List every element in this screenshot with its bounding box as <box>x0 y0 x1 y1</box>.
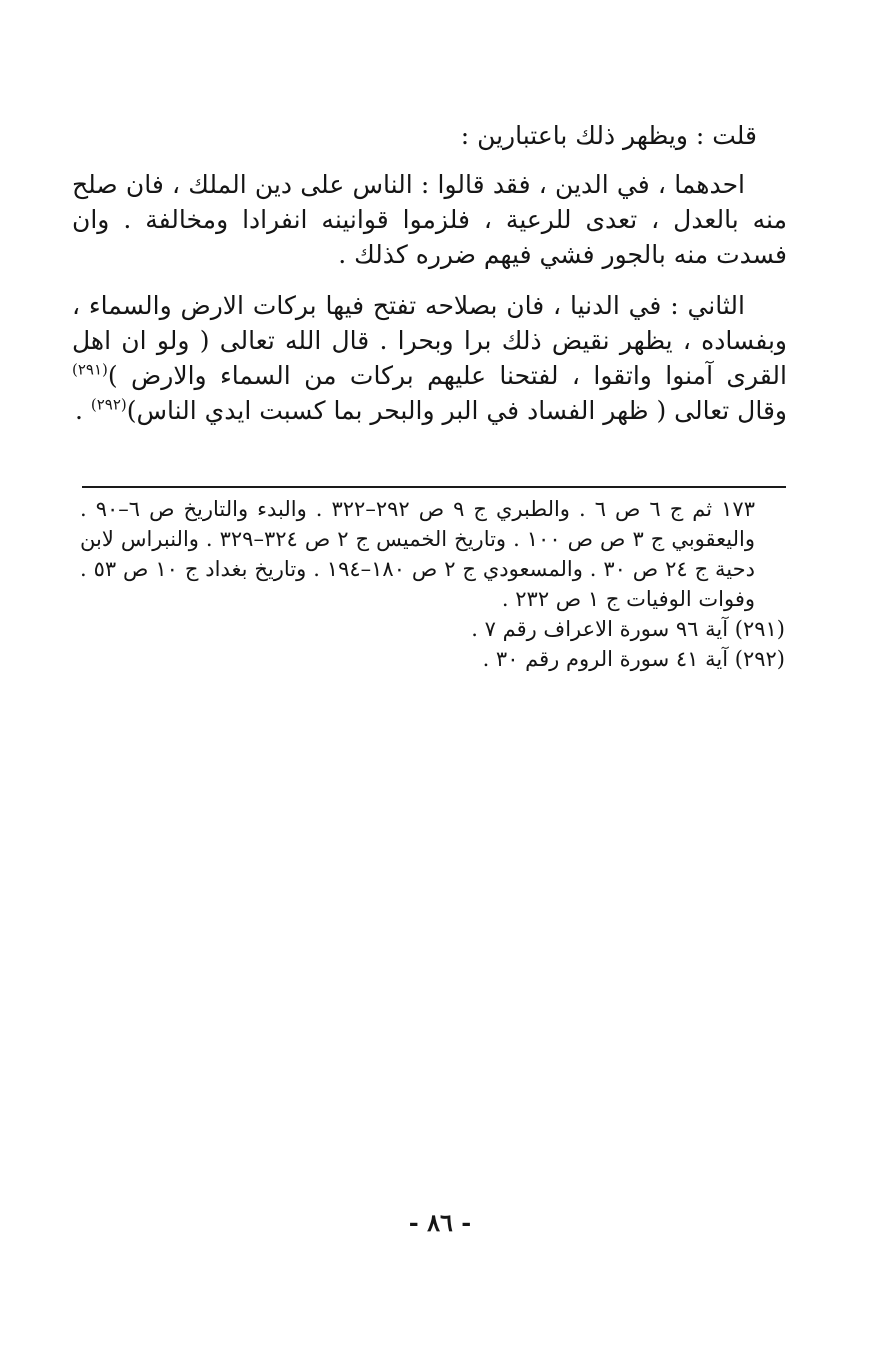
footnote-ref-291: (٢٩١) <box>72 360 108 379</box>
footnote-ref-292: (٢٩٢) <box>90 395 127 414</box>
footnote-main: ١٧٣ ثم ج ٦ ص ٦ . والطبري ج ٩ ص ٢٩٢–٣٢٢ . والبدء والتاريخ ص ٦–٩٠ . واليعقوبي ج ٣ ص ص ١٠٠ . وتاريخ الخميس ج ٢ ص ٣٢٤–٣٢٩ . والنبراس لابن دحية ج ٢٤ ص ٣٠ . والمسعودي ج ٢ ص ١٨٠–١٩٤ . وتاريخ بغداد ج ١٠ ص ٥٣ . وفوات الوفيات ج ١ ص ٢٣٢ . <box>80 497 755 611</box>
intro-line: قلت : ويظهر ذلك باعتبارين : <box>460 121 757 150</box>
paragraph-second-text: الثاني : في الدنيا ، فان بصلاحه تفتح فيها بركات الارض والسماء ، وبفساده ، يظهر نقيض ذلك برا وبحرا . قال الله تعالى ( ولو ان اهل القرى آمنوا واتقوا ، لفتحنا عليهم بركات من السماء والارض ) <box>72 291 787 390</box>
footnote-292: (٢٩٢) آية ٤١ سورة الروم رقم ٣٠ . <box>482 647 785 671</box>
paragraph-second-end: . <box>74 396 91 425</box>
page-number: - ٨٦ - <box>408 1208 472 1237</box>
main-text <box>72 118 787 428</box>
paragraph-second <box>72 288 787 428</box>
footnote-291: (٢٩١) آية ٩٦ سورة الاعراف رقم ٧ . <box>471 617 785 641</box>
paragraph-second-text-2: وقال تعالى ( ظهر الفساد في البر والبحر بما كسبت ايدي الناس) <box>126 396 787 425</box>
paragraph-first: احدهما ، في الدين ، فقد قالوا : الناس على دين الملك ، فان صلح منه بالعدل ، تعدى للرعية ، فلزموا قوانينه انفرادا ومخالفة . وان فسدت منه بالجور فشي فيهم ضرره كذلك . <box>72 170 787 269</box>
footnote-divider <box>82 486 786 488</box>
footnotes <box>80 494 785 674</box>
